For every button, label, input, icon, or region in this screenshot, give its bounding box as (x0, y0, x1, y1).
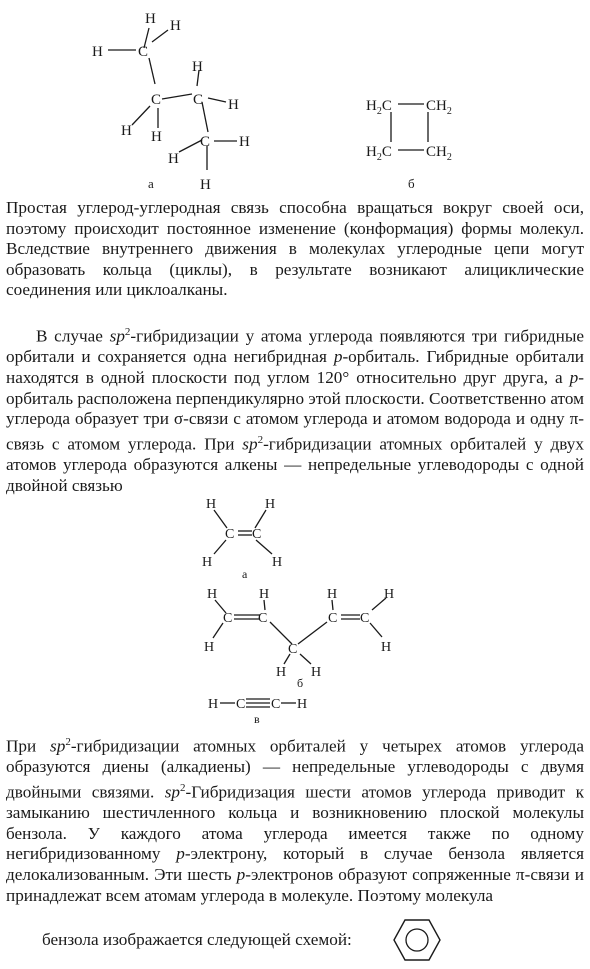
atom-h: H (200, 177, 211, 193)
figure-1-svg (80, 0, 500, 195)
atom-h: H (311, 665, 322, 680)
text-run: 2 (124, 326, 131, 338)
atom-h: H (239, 134, 250, 150)
text-run: -гибридизации атомных орбиталей у четырех атомов углерода образуются диены (алкадиены) — непредельные углеводороды с двумя двойными связями. (6, 736, 584, 802)
paragraph-1: Простая углерод-углеродная связь способна вращаться вокруг своей оси, поэтому происходит постоянное изменение (конформация) формы молекул. Вследствие внутреннего движения в молекулах углеродные цепи могут образовать кольца (циклы), в результате возникают алициклические соединения или циклоалканы. (6, 198, 584, 300)
figure-label-b: б (408, 176, 415, 191)
atom-h: H (204, 640, 215, 655)
text-run: sp (242, 434, 258, 454)
figure-label-a: а (242, 567, 248, 581)
figure-label-b: б (297, 676, 304, 690)
text-run: 2 (257, 433, 264, 446)
benzene-caption: бензола изображается следующей схемой: (42, 930, 352, 949)
atom-h: H (259, 587, 270, 602)
atom-h: H (276, 665, 287, 680)
atom-h: H (228, 97, 239, 113)
text-run: p (569, 367, 579, 387)
text-run: -электронов образуют сопряженные π-связи и принадлежат всем атомам углерода в молекуле. Поэтому молекула (6, 865, 584, 905)
atom-c: C (200, 134, 211, 150)
figure-2-svg (150, 494, 440, 724)
atom-h: H (170, 18, 181, 34)
text-run: В случае (36, 326, 110, 346)
figure-1 (80, 0, 500, 195)
atom-h2c: $H_2C$ (366, 144, 392, 163)
text-run: -орбиталь расположена перпендикулярно этой плоскости. Соответственно атом углерода образует три σ-связи с атомом углерода и атомом водорода и одну π-связь с атомом углерода. При (6, 367, 584, 454)
atom-c: C (360, 611, 370, 626)
atom-c: C (288, 642, 298, 657)
atom-h: H (192, 59, 203, 75)
atom-c: C (258, 611, 268, 626)
atom-h: H (145, 11, 156, 27)
atom-h: H (151, 129, 162, 145)
paragraph-3 (6, 732, 584, 906)
text-run: sp (164, 782, 181, 802)
text-run: 2 (180, 781, 186, 794)
text-run: sp (50, 736, 66, 756)
atom-h: H (206, 497, 217, 512)
paragraph-2 (6, 322, 584, 496)
atom-h: H (208, 697, 219, 712)
atom-c: C (225, 527, 235, 542)
benzene-ring-icon (392, 917, 442, 963)
atom-h: H (168, 151, 179, 167)
atom-h: H (92, 44, 103, 60)
figure-label-v: в (254, 712, 260, 724)
atom-c: C (223, 611, 233, 626)
atom-h: H (381, 640, 392, 655)
text-run: p (236, 865, 246, 885)
atom-h2c: $H_2C$ (366, 98, 392, 117)
atom-h: H (265, 497, 276, 512)
atom-ch2: $CH_2$ (426, 144, 452, 163)
atom-c: C (151, 92, 162, 108)
atom-c: C (138, 44, 149, 60)
text-run: При (6, 736, 51, 756)
atom-ch2: $CH_2$ (426, 98, 452, 117)
figure-2 (150, 494, 440, 724)
text-run: -орбиталь. Гибридные орбитали находятся в одной плоскости под углом 120° относительно друг друга, а (6, 347, 584, 387)
text-run: -Гибридизация шести атомов углерода приводит к замыканию шестичленного кольца и возникновению плоской молекулы бензола. У каждого атома углерода имеется также по одному негибридизованному (6, 782, 584, 864)
atom-c: C (252, 527, 262, 542)
atom-h: H (297, 697, 308, 712)
atom-h: H (272, 555, 283, 570)
atom-h: H (202, 555, 213, 570)
atom-h: H (384, 587, 395, 602)
atom-c: C (236, 697, 246, 712)
text-run: sp (109, 326, 125, 346)
atom-c: C (193, 92, 204, 108)
text-run: -гибридизации у атома углерода появляются три гибридные орбитали и сохраняется одна негибридная (6, 326, 585, 367)
text-run: -гибридизации атомных орбиталей у двух атомов углерода образуются алкены — непредельные углеводороды с одной двойной связью (6, 434, 584, 495)
text-run: p (176, 844, 185, 864)
text-run: 2 (65, 736, 71, 748)
atom-h: H (207, 587, 218, 602)
text-run: -электрону, который в случае бензола является делокализованным. Эти шесть (6, 844, 584, 885)
atom-h: H (121, 123, 132, 139)
figure-label-a: а (148, 176, 154, 191)
atom-c: C (271, 697, 281, 712)
atom-h: H (327, 587, 338, 602)
atom-c: C (328, 611, 338, 626)
text-run: p (333, 347, 343, 367)
